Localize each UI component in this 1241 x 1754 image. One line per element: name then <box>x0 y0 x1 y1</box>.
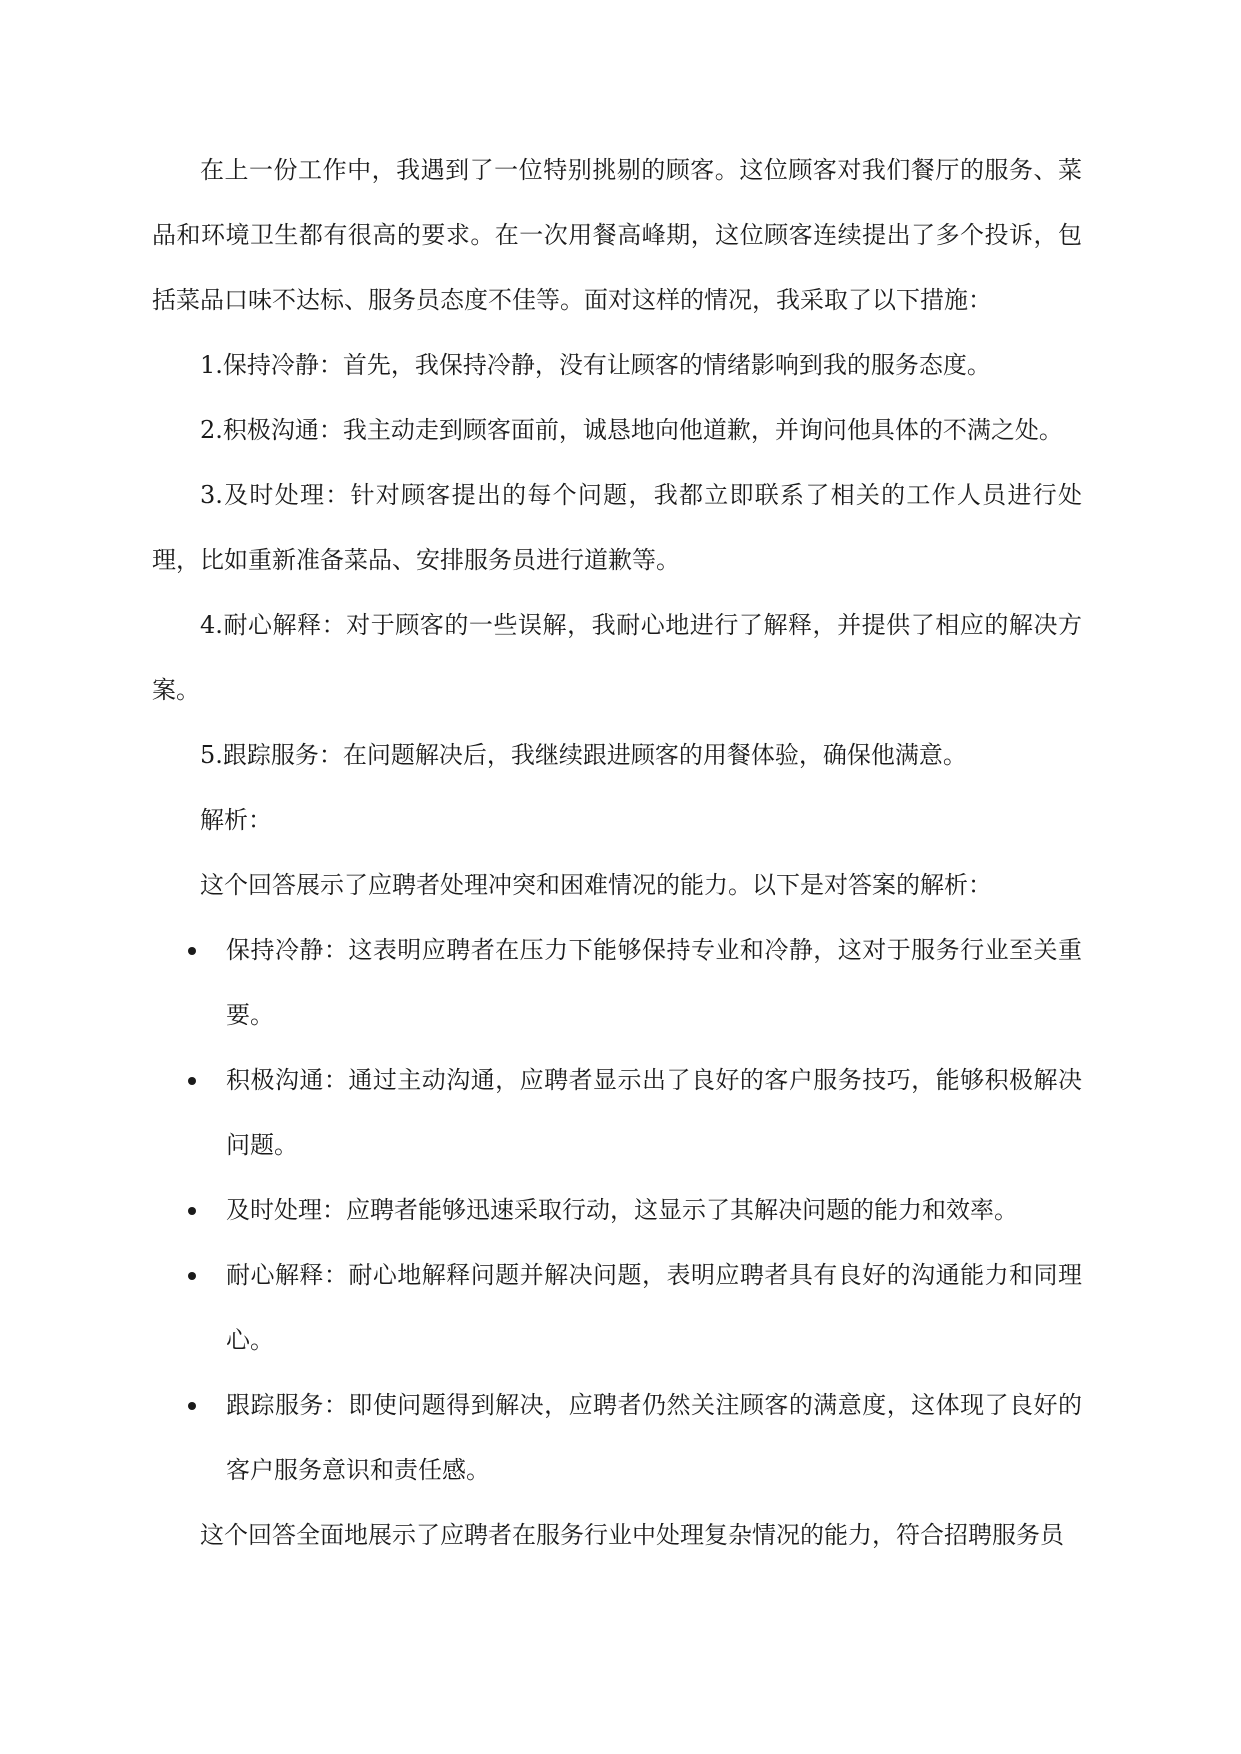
list-item <box>152 1178 1082 1243</box>
step-5: 5.跟踪服务：在问题解决后，我继续跟进顾客的用餐体验，确保他满意。 <box>200 741 967 769</box>
list-item-text: 及时处理：应聘者能够迅速采取行动，这显示了其解决问题的能力和效率。 <box>226 1196 1018 1224</box>
bullet-dot-icon <box>188 947 196 955</box>
analysis-label: 解析： <box>200 806 272 834</box>
analysis-list <box>152 918 1082 1503</box>
list-item-text: 跟踪服务：即使问题得到解决，应聘者仍然关注顾客的满意度，这体现了良好的客户服务意识和责任感。 <box>226 1391 1082 1484</box>
step-1: 1.保持冷静：首先，我保持冷静，没有让顾客的情绪影响到我的服务态度。 <box>200 351 991 379</box>
list-item <box>152 1243 1082 1373</box>
step-4: 4.耐心解释：对于顾客的一些误解，我耐心地进行了解释，并提供了相应的解决方案。 <box>152 611 1082 704</box>
list-item-text: 保持冷静：这表明应聘者在压力下能够保持专业和冷静，这对于服务行业至关重要。 <box>226 936 1082 1029</box>
step-3: 3.及时处理：针对顾客提出的每个问题，我都立即联系了相关的工作人员进行处理，比如重新准备菜品、安排服务员进行道歉等。 <box>152 481 1082 574</box>
step-2: 2.积极沟通：我主动走到顾客面前，诚恳地向他道歉，并询问他具体的不满之处。 <box>200 416 1063 444</box>
list-item <box>152 1373 1082 1503</box>
bullet-dot-icon <box>188 1077 196 1085</box>
bullet-dot-icon <box>188 1272 196 1280</box>
list-item <box>152 918 1082 1048</box>
list-item <box>152 1048 1082 1178</box>
intro-paragraph: 在上一份工作中，我遇到了一位特别挑剔的顾客。这位顾客对我们餐厅的服务、菜品和环境卫生都有很高的要求。在一次用餐高峰期，这位顾客连续提出了多个投诉，包括菜品口味不达标、服务员态度不佳等。面对这样的情况，我采取了以下措施： <box>152 156 1082 314</box>
list-item-text: 积极沟通：通过主动沟通，应聘者显示出了良好的客户服务技巧，能够积极解决问题。 <box>226 1066 1082 1159</box>
conclusion-paragraph: 这个回答全面地展示了应聘者在服务行业中处理复杂情况的能力，符合招聘服务员 <box>200 1521 1064 1549</box>
list-item-text: 耐心解释：耐心地解释问题并解决问题，表明应聘者具有良好的沟通能力和同理心。 <box>226 1261 1082 1354</box>
analysis-intro: 这个回答展示了应聘者处理冲突和困难情况的能力。以下是对答案的解析： <box>200 871 992 899</box>
bullet-dot-icon <box>188 1402 196 1410</box>
bullet-dot-icon <box>188 1207 196 1215</box>
